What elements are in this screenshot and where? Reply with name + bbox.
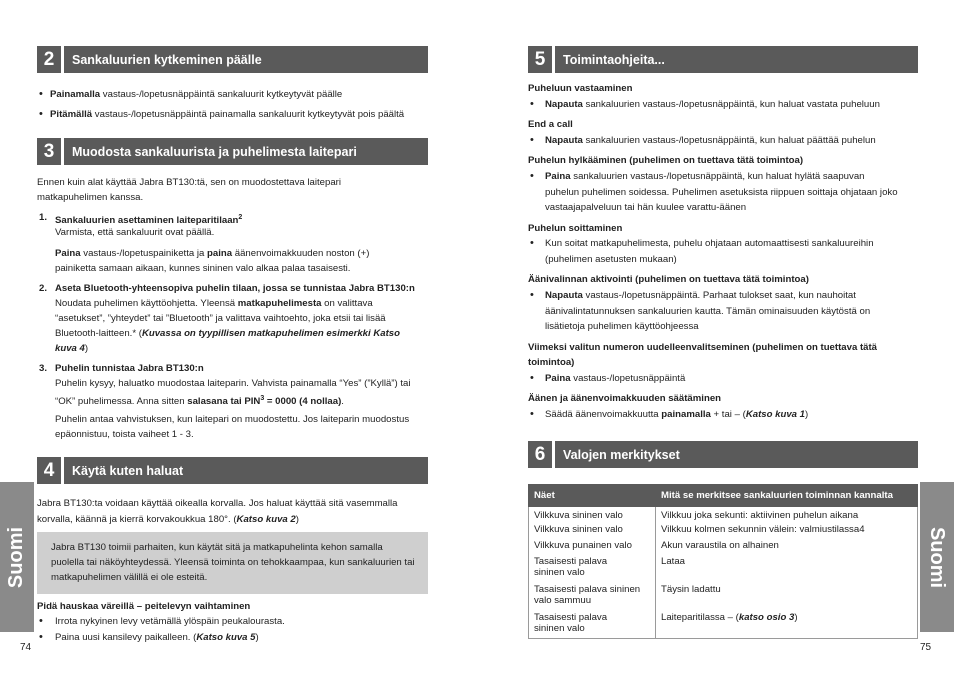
section-6-title: Valojen merkitykset <box>555 441 918 468</box>
step-2-line-3: Bluetooth-laitteen.* (Kuvassa on tyypillisen matkapuhelimen esimerkki Katso <box>55 328 401 339</box>
reject-call-line-1: Paina sankaluurien vastaus-/lopetusnäppäintä, kun haluat hylätä saapuvan <box>545 171 865 182</box>
light-meanings-table <box>528 484 918 639</box>
table-cell-meaning: Lataa <box>656 555 918 583</box>
section-4-title: Käytä kuten haluat <box>64 457 428 484</box>
step-1-line-2: Paina vastaus-/lopetuspainiketta ja paina äänenvoimakkuuden noston (+) <box>55 248 370 259</box>
language-tab-right: Suomi <box>920 482 954 632</box>
section-2-title: Sankaluurien kytkeminen päälle <box>64 46 428 73</box>
column-header-see: Näet <box>529 485 656 507</box>
table-cell-light: Vilkkuva sininen valo <box>529 523 656 539</box>
step-2-number: 2. <box>39 283 48 294</box>
table-row <box>529 611 918 639</box>
step-3-line-1: Puhelin kysyy, haluatko muodostaa laiteparin. Vahvista painamalla “Yes” (”Kyllä”) tai <box>55 378 411 389</box>
bullet-icon: • <box>530 408 534 420</box>
table-cell-meaning: Vilkkuu joka sekunti: aktiivinen puhelun aikana <box>656 507 918 523</box>
section-5-number: 5 <box>528 46 552 73</box>
cover-swap-subheading: Pidä hauskaa väreillä – peitelevyn vaihtaminen <box>37 601 251 612</box>
tip-box <box>37 532 428 594</box>
bullet-icon: • <box>39 615 43 627</box>
step-3-line-3: Puhelin antaa vahvistuksen, kun laitepari on muodostettu. Jos laiteparin muodostus <box>55 414 410 425</box>
step-2-line-2: “asetukset”, ”yhteydet” tai ”Bluetooth” ja valittava vaihtoehto, joka etsii tai lisää <box>55 313 386 324</box>
make-call-heading: Puhelun soittaminen <box>528 223 623 234</box>
make-call-line-2: (puhelimen asetusten mukaan) <box>545 254 677 265</box>
bullet-icon: • <box>530 289 534 301</box>
language-tab-left: Suomi <box>0 482 34 632</box>
table-row <box>529 555 918 583</box>
step-3-title: Puhelin tunnistaa Jabra BT130:n <box>55 363 204 374</box>
step-1-line-1: Varmista, että sankaluurit ovat päällä. <box>55 227 215 238</box>
voice-dial-line-1: Napauta vastaus-/lopetusnäppäintä. Parhaat tulokset saat, kun nauhoitat <box>545 290 856 301</box>
page-number-right: 75 <box>920 642 932 653</box>
table-cell-meaning: Vilkkuu kolmen sekunnin välein: valmiustilassa4 <box>656 523 918 539</box>
bullet-icon: • <box>39 108 43 120</box>
cover-swap-bullet-2: Paina uusi kansilevy paikalleen. (Katso kuva 5) <box>55 632 259 643</box>
table-cell-meaning: Akun varaustila on alhainen <box>656 539 918 555</box>
table-header-row <box>529 485 918 507</box>
bullet-icon: • <box>39 88 43 100</box>
section-3-header <box>37 138 428 165</box>
tip-line-1: Jabra BT130 toimii parhaiten, kun käytät sitä ja matkapuhelinta kehon samalla <box>51 542 383 553</box>
table-cell-light: Vilkkuva sininen valo <box>529 507 656 523</box>
step-2-line-1: Noudata puhelimen käyttöohjetta. Yleensä matkapuhelimesta on valittava <box>55 298 373 309</box>
step-3-number: 3. <box>39 363 48 374</box>
redial-heading-line-2: toimintoa) <box>528 357 575 368</box>
section-2-bullet-1: Painamalla vastaus-/lopetusnäppäintä sankaluurit kytkeytyvät päälle <box>50 89 343 100</box>
section-3-title: Muodosta sankaluurista ja puhelimesta laitepari <box>64 138 428 165</box>
redial-heading-line-1: Viimeksi valitun numeron uudelleenvalitseminen (puhelimen on tuettava tätä <box>528 342 878 353</box>
step-1-title: Sankaluurien asettaminen laiteparitilaan$^2$ <box>55 214 243 227</box>
section-2-bullet-2: Pitämällä vastaus-/lopetusnäppäintä painamalla sankaluurit kytkeytyvät pois päältä <box>50 109 405 120</box>
section-4-header <box>37 457 428 484</box>
reject-call-line-2: puhelun puhelimen soidessa. Puhelimen asetuksista riippuen soittaja ohjataan joko <box>545 187 898 198</box>
step-1-line-3: painiketta samaan aikaan, kunnes sininen valo alkaa palaa tasaisesti. <box>55 263 351 274</box>
bullet-icon: • <box>530 237 534 249</box>
volume-heading: Äänen ja äänenvoimakkuuden säätäminen <box>528 393 722 404</box>
section-4-line-1: Jabra BT130:ta voidaan käyttää oikealla korvalla. Jos haluat käyttää sitä vasemmalla <box>37 498 398 509</box>
table-cell-meaning: Täysin ladattu <box>656 583 918 611</box>
table-row <box>529 583 918 611</box>
section-6-header <box>528 441 918 468</box>
reject-call-line-3: vastaajapalveluun tai hän kuulee varattu-äänen <box>545 202 747 213</box>
column-header-meaning: Mitä se merkitsee sankaluurien toiminnan kannalta <box>656 485 918 507</box>
voice-dial-line-2: äänivalintatunnuksen sankaluurien kautta. Tämän ominaisuuden käytöstä on <box>545 306 871 317</box>
section-3-intro-line-1: Ennen kuin alat käyttää Jabra BT130:tä, sen on muodostettava laitepari <box>37 177 341 188</box>
volume-text: Säädä äänenvoimakkuutta painamalla + tai – (Katso kuva 1) <box>545 409 809 420</box>
step-2-line-4: kuva 4) <box>55 343 89 354</box>
section-4-line-2: korvalla, käännä ja kierrä korvakoukkua 180°. (Katso kuva 2) <box>37 514 299 525</box>
table-cell-light: Tasaisesti palava sininen valo sammuu <box>529 583 656 611</box>
step-2-title: Aseta Bluetooth-yhteensopiva puhelin tilaan, jossa se tunnistaa Jabra BT130:n <box>55 283 415 294</box>
reject-call-heading: Puhelun hylkääminen (puhelimen on tuettava tätä toimintoa) <box>528 155 804 166</box>
bullet-icon: • <box>39 631 43 643</box>
make-call-line-1: Kun soitat matkapuhelimesta, puhelu ohjataan automaattisesti sankaluureihin <box>545 238 874 249</box>
voice-dial-heading: Äänivalinnan aktivointi (puhelimen on tuettava tätä toimintoa) <box>528 274 809 285</box>
bullet-icon: • <box>530 134 534 146</box>
bullet-icon: • <box>530 372 534 384</box>
section-4-number: 4 <box>37 457 61 484</box>
redial-text: Paina vastaus-/lopetusnäppäintä <box>545 373 686 384</box>
tip-line-2: puolella tai näköyhteydessä. Yleensä toiminta on tehokkaampaa, kun sankaluurien tai <box>51 557 415 568</box>
table-row <box>529 523 918 539</box>
tip-line-3: matkapuhelimen välillä ei ole esteitä. <box>51 572 208 583</box>
answer-call-text: Napauta sankaluurien vastaus-/lopetusnäppäintä, kun haluat vastata puheluun <box>545 99 880 110</box>
table-row <box>529 507 918 523</box>
cover-swap-bullet-1: Irrota nykyinen levy vetämällä ylöspäin peukalourasta. <box>55 616 285 627</box>
table-cell-light: Vilkkuva punainen valo <box>529 539 656 555</box>
table-row <box>529 539 918 555</box>
table-cell-meaning: Laiteparitilassa – (katso osio 3) <box>656 611 918 639</box>
end-call-heading: End a call <box>528 119 573 130</box>
section-3-intro-line-2: matkapuhelimen kanssa. <box>37 192 144 203</box>
step-3-line-4: epäonnistuu, toista vaiheet 1 - 3. <box>55 429 194 440</box>
page-number-left: 74 <box>20 642 32 653</box>
step-1-number: 1. <box>39 212 48 223</box>
table-cell-light: Tasaisesti palava sininen valo <box>529 555 656 583</box>
voice-dial-line-3: lisätietoja puhelimen käyttöohjeessa <box>545 321 699 332</box>
table-cell-light: Tasaisesti palava sininen valo <box>529 611 656 639</box>
section-6-number: 6 <box>528 441 552 468</box>
section-2-number: 2 <box>37 46 61 73</box>
section-5-header <box>528 46 918 73</box>
section-3-number: 3 <box>37 138 61 165</box>
step-3-line-2: “OK” puhelimessa. Anna sitten salasana tai $PIN^3 = 0000$ (4 nollaa). <box>55 395 344 408</box>
answer-call-heading: Puheluun vastaaminen <box>528 83 633 94</box>
section-5-title: Toimintaohjeita... <box>555 46 918 73</box>
bullet-icon: • <box>530 98 534 110</box>
section-2-header <box>37 46 428 73</box>
bullet-icon: • <box>530 170 534 182</box>
end-call-text: Napauta sankaluurien vastaus-/lopetusnäppäintä, kun haluat päättää puhelun <box>545 135 876 146</box>
